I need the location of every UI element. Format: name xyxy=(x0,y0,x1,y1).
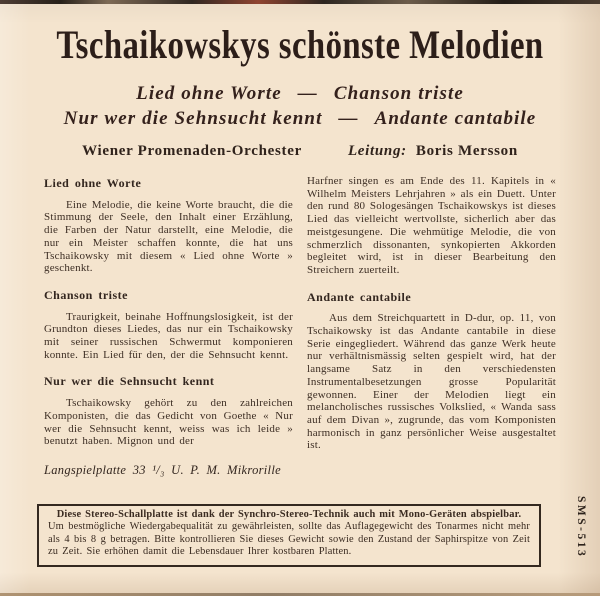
section-paragraph: Tschaikowsky gehört zu den zahlreichen Komponisten, die das Gedicht von Goethe « Nur wer die Sehnsucht kennt, weiss was ich leide » benutzt haben. Mignon und der xyxy=(44,397,293,448)
format-note: Langspielplatte 33 ¹/₃ U. P. M. Mikrorille xyxy=(44,462,281,477)
liner-notes xyxy=(0,160,600,477)
conductor-name: Boris Mersson xyxy=(415,143,518,159)
playback-notice-box xyxy=(37,504,541,567)
left-column xyxy=(44,175,293,477)
section-heading-andante-cantabile: Andante cantabile xyxy=(307,289,412,304)
scan-edge-top xyxy=(0,0,600,4)
orchestra-name: Wiener Promenaden-Orchester xyxy=(82,143,302,159)
conductor-credit xyxy=(348,143,518,160)
track-title-3: Nur wer die Sehnsucht kennt xyxy=(63,108,323,129)
section-paragraph: Aus dem Streichquartett in D-dur, op. 11, von Tschaikowsky ist das Andante cantabile in diese Serie eingegliedert. Während das ganze Werk heute nur verhältnismässig selten gespielt wird, hat der langsame Satz in den verschiedensten Instrumentalbesetzungen grosse Popularität gewonnen. Einer der Melodien liegt ein melancholisches russisches Volkslied, « Wanda sass auf dem Divan », zugrunde, das vom Komponisten harmonisch in ganz persönlicher Weise ausgestaltet ist. xyxy=(307,312,556,452)
notice-headline: Diese Stereo-Schallplatte ist dank der Synchro-Stereo-Technik auch mit Mono-Geräten abspielbar. xyxy=(56,509,522,520)
track-title-4: Andante cantabile xyxy=(374,108,537,129)
dash-separator: — xyxy=(297,83,318,104)
dash-separator: — xyxy=(338,108,359,129)
track-title-1: Lied ohne Worte xyxy=(136,83,282,104)
section-paragraph: Traurigkeit, beinahe Hoffnungslosigkeit, ist der Grundton dieses Liedes, das nur ein Tschaikowsky mit seiner russischen Schwermut komponieren konnte. Ein Lied für den, der die Sehnsucht kennt. xyxy=(44,310,293,361)
catalog-number: SMS-513 xyxy=(575,496,587,559)
notice-body: Um bestmögliche Wiedergabequalität zu gewährleisten, sollte das Auflagegewicht des Tonarmes nicht mehr als 4 bis 8 g betragen. Bitte kontrollieren Sie dieses Gewicht sowie den Zustand der Saphirspitze von Zeit zu Zeit. Sie erhöhen damit die Lebensdauer Ihrer kostbaren Platten. xyxy=(48,521,530,558)
track-line-2 xyxy=(0,106,600,131)
conductor-label: Leitung: xyxy=(347,143,407,159)
section-paragraph-continuation: Harfner singen es am Ende des 11. Kapitels in « Wilhelm Meisters Lehrjahren » als ein Duett. Unter den rund 80 Sologesängen Tschaikowskys ist dieses Lied das vielleicht wertvollste, sicherlich aber das meistgesungene. Die wehmütige Melodie, die von schmerzlich dissonanten, synkopierten Akkorden begleitet wird, ist in dieser Bearbeitung den Streichern zuerteilt. xyxy=(307,175,556,276)
section-paragraph: Eine Melodie, die keine Worte braucht, die die Stimmung der Seele, den Inhalt einer Erzählung, die Farben der Natur darstellt, eine Melodie, die nur ein Meister schaffen konnte, die hat uns Tschaikowsky mit diesem « Lied ohne Worte » geschenkt. xyxy=(44,198,293,275)
track-title-2: Chanson triste xyxy=(333,83,464,104)
section-heading-chanson-triste: Chanson triste xyxy=(44,287,129,302)
right-column xyxy=(307,175,556,477)
track-list xyxy=(0,81,600,131)
track-line-1 xyxy=(0,81,600,106)
section-heading-nur-wer-die-sehnsucht-kennt: Nur wer die Sehnsucht kennt xyxy=(44,374,215,389)
section-heading-lied-ohne-worte: Lied ohne Worte xyxy=(44,176,142,190)
credits-line xyxy=(0,143,600,160)
album-title: Tschaikowskys schönste Melodien xyxy=(56,22,544,67)
